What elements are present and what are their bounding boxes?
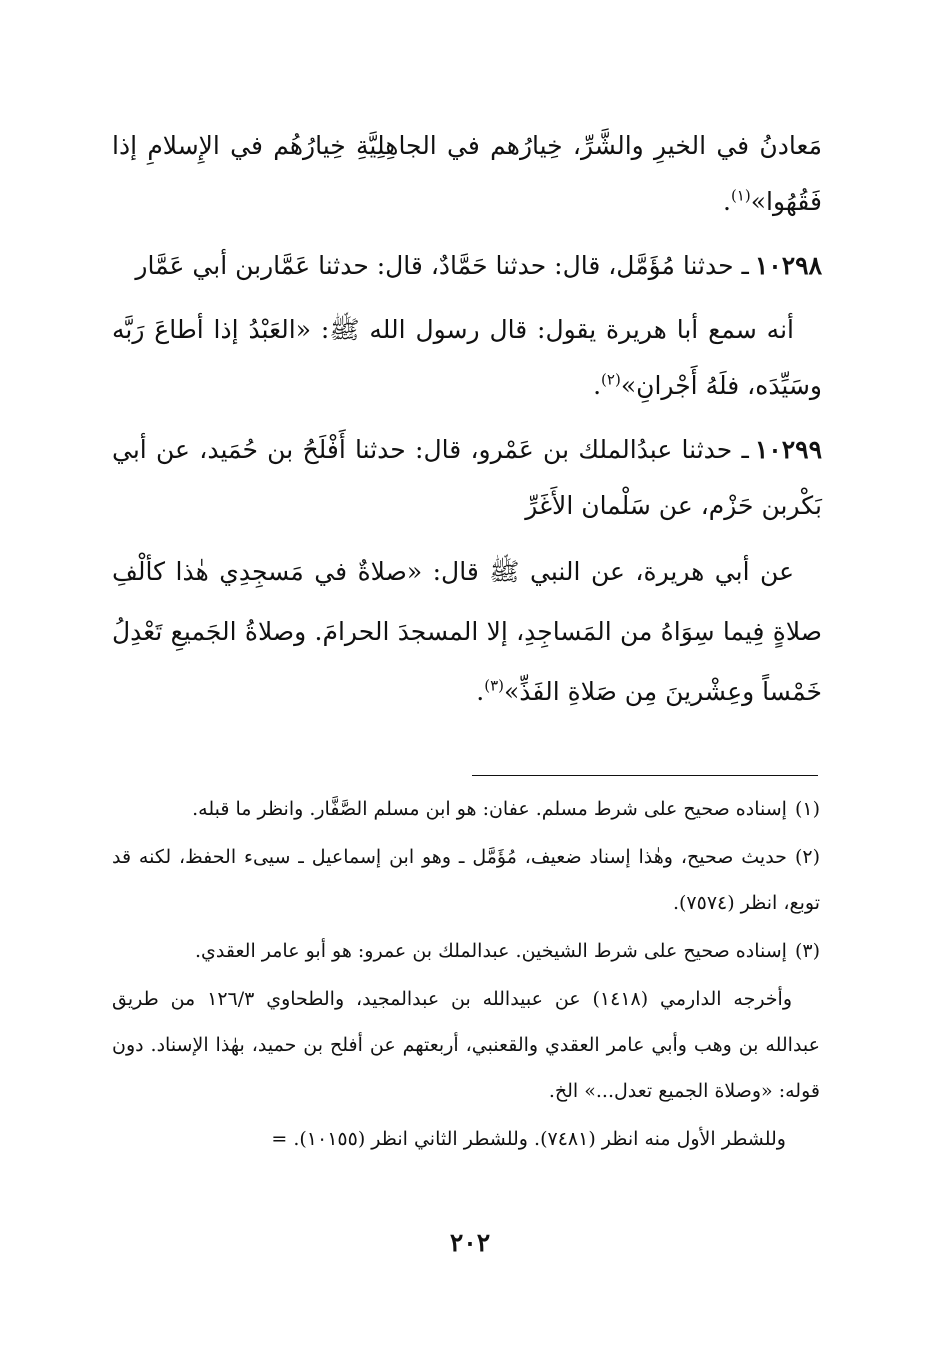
footnote-separator <box>472 775 818 776</box>
hadith-10299-isnad <box>112 422 822 534</box>
hadith-continuation: مَعادنُ في الخيرِ والشَّرِّ، خِيارُهم في الجاهِلِيَّةِ خِيارُهُم في الإِسلامِ إذا فَقُهُوا»$^{(١)}$. <box>112 131 822 216</box>
hadith-10298-isnad <box>112 238 822 294</box>
footnote-ref-1: (١) <box>730 186 751 205</box>
footnote-1 <box>112 786 820 832</box>
hadith-10298-matn: أنه سمع أبا هريرة يقول: قال رسول الله ﷺ: «العَبْدُ إذا أطاعَ رَبَّه وسَيِّدَه، فلَهُ أَجْرانِ»$^{(٢)}$. <box>112 315 822 400</box>
matn-text: عن أبي هريرة، عن النبي ﷺ قال: «صلاةٌ في مَسجِدِي هٰذا كألْفِ صلاةٍ فِيما سِوَاهُ من المَساجِدِ، إلا المسجدَ الحرامَ. وصلاةُ الجَميعِ تَعْدِلُ خَمْساً وعِشْرينَ مِن صَلاةِ الفَذِّ» <box>112 557 822 706</box>
footnote-2 <box>112 834 820 926</box>
footnote-text: إسناده صحيح على شرط الشيخين. عبدالملك بن عمرو: هو أبو عامر العقدي. <box>195 940 787 962</box>
footnote-3-continuation: وأخرجه الدارمي (١٤١٨) عن عبيدالله بن عبدالمجيد، والطحاوي ١٢٦/٣ من طريق عبدالله بن وهب وأبي عامر العقدي والقعنبي، أربعتهم عن أفلح بن حميد، بهٰذا الإسناد. دون قوله: «وصلاة الجميع تعدل...» الخ. <box>112 988 820 1102</box>
hadith-number: ١٠٢٩٨ <box>754 251 822 280</box>
footnote-text: إسناده صحيح على شرط مسلم. عفان: هو ابن مسلم الصَّفَّار. وانظر ما قبله. <box>192 798 787 820</box>
footnote-ref-3: (٣) <box>484 676 505 695</box>
page-number: ٢٠٢ <box>449 1228 491 1257</box>
footnote-number: (٣) <box>794 940 820 962</box>
footnote-number: (٢) <box>794 846 820 868</box>
hadith-10299-matn: عن أبي هريرة، عن النبي ﷺ قال: «صلاةٌ في مَسجِدِي هٰذا كألْفِ صلاةٍ فِيما سِوَاهُ من المَساجِدِ، إلا المسجدَ الحرامَ. وصلاةُ الجَميعِ تَعْدِلُ خَمْساً وعِشْرينَ مِن صَلاةِ الفَذِّ»$^{(٣)}$. <box>112 557 822 706</box>
footnote-3 <box>112 928 820 974</box>
hadith-number: ١٠٢٩٩ <box>754 435 822 464</box>
footnote-3-cross-reference: وللشطر الأول منه انظر (٧٤٨١). وللشطر الثاني انظر (١٠١٥٥). = <box>271 1128 786 1150</box>
isnad-text: ـ حدثنا مُؤَمَّل، قال: حدثنا حَمَّادٌ، قال: حدثنا عَمَّاربن أبي عَمَّار <box>135 251 749 280</box>
continuation-text: مَعادنُ في الخيرِ والشَّرِّ، خِيارُهم في الجاهِلِيَّةِ خِيارُهُم في الإِسلامِ إذا فَقُهُوا» <box>112 131 822 216</box>
matn-text: أنه سمع أبا هريرة يقول: قال رسول الله ﷺ: «العَبْدُ إذا أطاعَ رَبَّه وسَيِّدَه، فلَهُ أَجْرانِ» <box>112 315 822 400</box>
footnote-number: (١) <box>794 798 820 820</box>
isnad-text: ـ حدثنا عبدُالملك بن عَمْرو، قال: حدثنا أَفْلَحُ بن حُمَيد، عن أبي بَكْربن حَزْم، عن سَلْمان الأَغَرِّ <box>112 435 822 520</box>
footnote-ref-2: (٢) <box>601 370 621 389</box>
footnotes <box>112 786 820 1164</box>
footnote-text: حديث صحيح، وهٰذا إسناد ضعيف، مُؤَمَّل ـ وهو ابن إسماعيل ـ سيىء الحفظ، لكنه قد توبع، انظر (٧٥٧٤). <box>112 846 820 914</box>
main-text <box>112 118 822 730</box>
